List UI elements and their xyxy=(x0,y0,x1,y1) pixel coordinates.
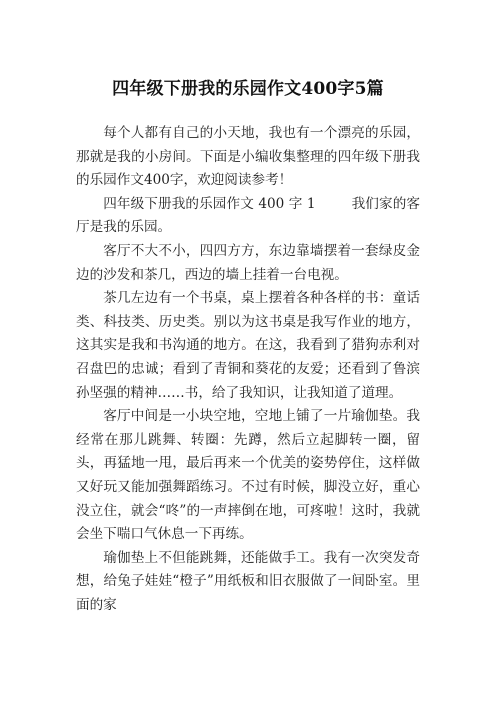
body-paragraph: 客厅中间是一小块空地，空地上铺了一片瑜伽垫。我经常在那儿跳舞、转圈：先蹲，然后立起脚转一圈，留头，再猛地一甩，最后再来一个优美的姿势停住，这样做又好玩又能加强舞蹈练习。不过有时候，脚没立好，重心没立住，就会“咚”的一声摔倒在地，可疼啦！这时，我就会坐下喘口气休息一下再练。 xyxy=(76,408,420,543)
intro-paragraph: 每个人都有自己的小天地，我也有一个漂亮的乐园，那就是我的小房间。下面是小编收集整理的四年级下册我的乐园作文400字，欢迎阅读参考！ xyxy=(76,125,420,189)
essay-heading-paragraph xyxy=(76,193,420,240)
essay-heading: 四年级下册我的乐园作文 400 字 1 xyxy=(103,195,316,212)
document-title: 四年级下册我的乐园作文400字5篇 xyxy=(112,79,384,99)
document-body xyxy=(76,122,420,617)
essay-first-line: 我们家的客厅是我的乐园。 xyxy=(76,195,421,236)
body-paragraph: 客厅不大不小，四四方方，东边靠墙摆着一套绿皮金边的沙发和茶几，西边的墙上挂着一台电视。 xyxy=(76,242,420,283)
body-paragraph: 瑜伽垫上不但能跳舞，还能做手工。我有一次突发奇想，给兔子娃娃“橙子”用纸板和旧衣服做了一间卧室。里面的家 xyxy=(76,549,420,613)
body-paragraph: 茶几左边有一个书桌，桌上摆着各种各样的书：童话类、科技类、历史类。别以为这书桌是我写作业的地方，这其实是我和书沟通的地方。在这，我看到了猎狗赤利对召盘巴的忠诚；看到了青铜和葵花的友爱；还看到了鲁滨孙坚强的精神……书，给了我知识，让我知道了道理。 xyxy=(76,290,420,401)
